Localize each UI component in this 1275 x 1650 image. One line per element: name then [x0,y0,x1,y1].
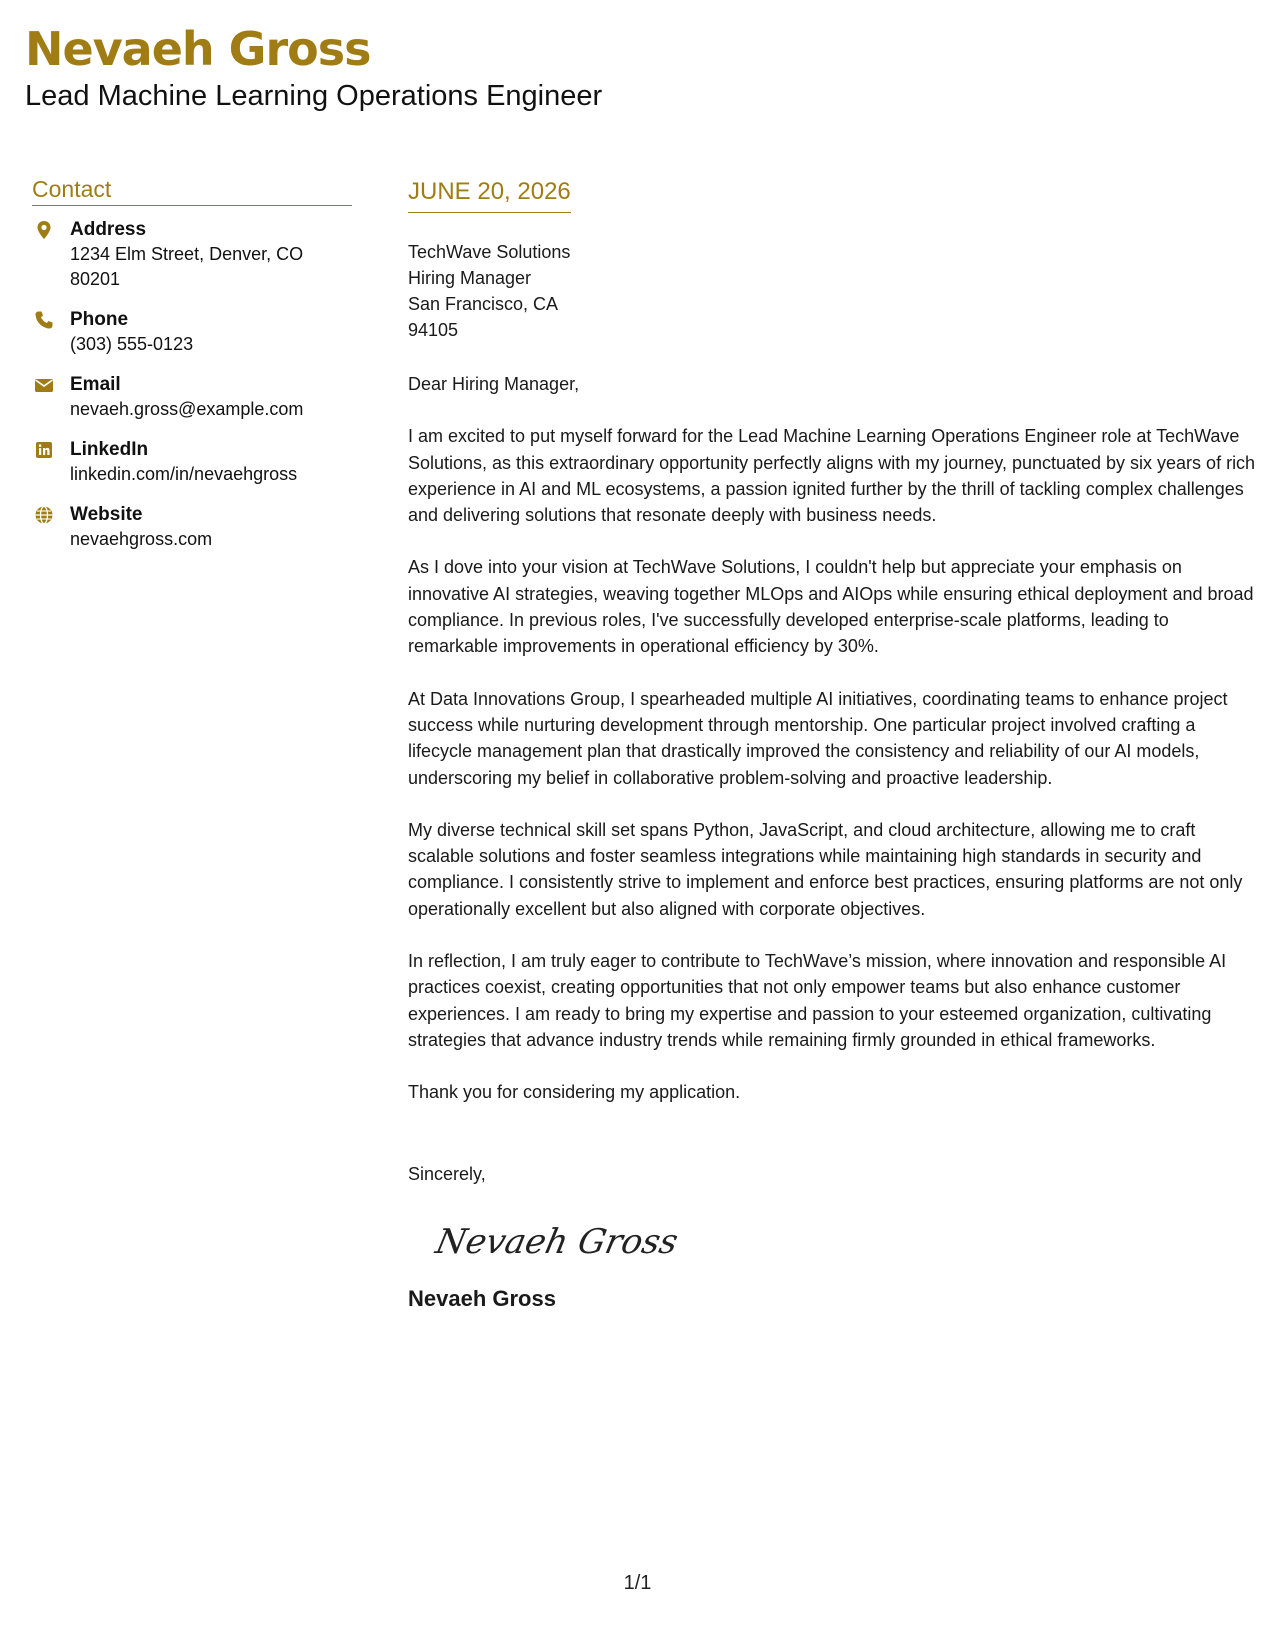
address-label: Address [70,219,147,240]
body-paragraph-4: My diverse technical skill set spans Python, JavaScript, and cloud architecture, allowing me to craft scalable solutions and foster seamless integrations while maintaining high standards in security and compliance. I consistently strive to implement and enforce best practices, ensuring platforms are not only operationally excellent but also aligned with corporate objectives. [408,819,1243,919]
recipient-zip: 94105 [408,320,459,340]
contact-address [32,218,352,292]
recipient-city: San Francisco, CA [408,294,559,314]
linkedin-value: linkedin.com/in/nevaehgross [70,464,298,484]
closing: Sincerely, [408,1163,486,1184]
body-paragraph-3: At Data Innovations Group, I spearheaded multiple AI initiatives, coordinating teams to enhance project success while nurturing development through mentorship. One particular project involved crafting a lifecycle management plan that drastically improved the consistency and reliability of our AI models, underscoring my belief in collaborative problem-solving and proactive leadership. [408,688,1228,788]
envelope-icon [34,375,54,395]
website-label: Website [70,504,143,525]
recipient-block [408,239,1258,343]
applicant-name: Nevaeh Gross [25,22,371,76]
thanks-line: Thank you for considering my application. [408,1082,741,1103]
phone-icon [34,310,54,330]
page-number: 1/1 [623,1572,652,1594]
map-pin-icon [34,220,54,240]
phone-label: Phone [70,309,129,330]
contact-phone [32,308,352,357]
address-value: 1234 Elm Street, Denver, CO 80201 [70,244,304,289]
linkedin-icon [34,440,54,460]
website-value: nevaehgross.com [70,529,213,549]
email-value: nevaeh.gross@example.com [70,399,304,419]
contact-website [32,503,352,552]
letter-date: JUNE 20, 2026 [408,178,571,213]
email-label: Email [70,374,121,395]
body-paragraph-1: I am excited to put myself forward for the Lead Machine Learning Operations Engineer role at TechWave Solutions, as this extraordinary opportunity perfectly aligns with my journey, punctuated by six years of rich experience in AI and ML ecosystems, a passion ignited further by the thrill of tackling complex challenges and delivering solutions that resonate deeply with business needs. [408,426,1256,526]
body-paragraph-5: In reflection, I am truly eager to contribute to TechWave’s mission, where innovation and responsible AI practices coexist, creating opportunities that not only empower teams but also enhance customer experiences. I am ready to bring my expertise and passion to your esteemed organization, cultivating strategies that advance industry trends while remaining firmly grounded in ethical frameworks. [408,951,1227,1050]
job-title: Lead Machine Learning Operations Engineer [25,80,603,112]
linkedin-label: LinkedIn [70,439,149,460]
contact-sidebar [32,176,352,568]
contact-linkedin [32,438,352,487]
salutation: Dear Hiring Manager, [408,374,580,394]
letter-body [408,178,1258,1312]
contact-heading: Contact [32,176,352,206]
recipient-company: TechWave Solutions [408,242,571,262]
phone-value: (303) 555-0123 [70,334,194,354]
contact-email [32,373,352,422]
signer-name: Nevaeh Gross [408,1285,556,1311]
handwritten-signature [430,1197,690,1277]
recipient-role: Hiring Manager [408,268,532,288]
signature-text: Nevaeh Gross [432,1222,682,1262]
body-paragraph-2: As I dove into your vision at TechWave Solutions, I couldn't help but appreciate your emphasis on innovative AI strategies, weaving together MLOps and AIOps while ensuring ethical deployment and broad compliance. In previous roles, I've successfully developed enterprise-scale platforms, leading to remarkable improvements in operational efficiency by 30%. [408,557,1254,657]
globe-icon [34,505,54,525]
